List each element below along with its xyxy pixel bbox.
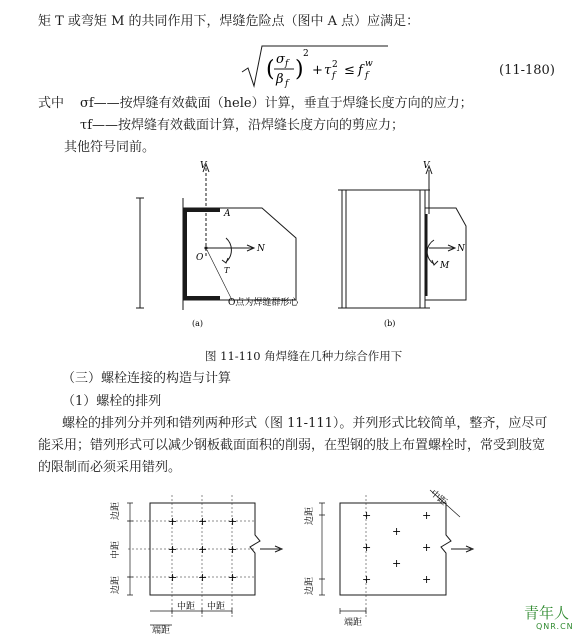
left-h-spacing-2: 中距 bbox=[207, 602, 226, 612]
figure-11-110 bbox=[120, 160, 470, 335]
svg-text:+: + bbox=[392, 525, 402, 538]
paragraph-line-1: 螺栓的排列分并列和错列两种形式（图 11-111）。并列形式比较简单，整齐，应尽可 bbox=[62, 416, 548, 431]
equation-graphic bbox=[240, 42, 390, 92]
eq-f-sup: w bbox=[365, 59, 373, 69]
paren-open: ( bbox=[266, 57, 275, 82]
fig-a-label-t: T bbox=[224, 266, 230, 275]
eq-exp1: 2 bbox=[303, 49, 309, 59]
svg-text:+: + bbox=[228, 543, 238, 556]
svg-text:+: + bbox=[198, 543, 208, 556]
figure-11-111 bbox=[100, 485, 490, 635]
fig-a-label-v: V bbox=[200, 161, 207, 171]
eq-f-sub: f bbox=[365, 71, 369, 81]
svg-text:+: + bbox=[422, 541, 432, 554]
svg-text:+: + bbox=[392, 557, 402, 570]
eq-sigma-sub: f bbox=[285, 59, 289, 69]
definition-tau: τf——按焊缝有效截面计算，沿焊缝长度方向的剪应力； bbox=[80, 118, 405, 133]
right-v-edge-top: 边距 bbox=[305, 506, 315, 525]
fig-b-label-m: M bbox=[440, 261, 450, 271]
eq-beta: β bbox=[276, 72, 284, 87]
svg-text:+: + bbox=[362, 573, 372, 586]
eq-exp2: 2 bbox=[332, 60, 338, 70]
svg-text:+: + bbox=[228, 515, 238, 528]
eq-sigma: σ bbox=[276, 52, 285, 67]
fig-a-label-n: N bbox=[257, 244, 265, 254]
fig-a-label-a: A bbox=[224, 209, 231, 219]
paren-close: ) bbox=[295, 57, 304, 82]
fig-b-moment-arc bbox=[427, 240, 434, 264]
strength-equation bbox=[240, 42, 373, 89]
right-plate bbox=[340, 503, 451, 595]
definitions-others: 其他符号同前。 bbox=[64, 140, 156, 155]
definitions-lead: 式中 bbox=[38, 96, 65, 111]
figure-11-110-caption: 图 11-110 角焊缝在几种力综合作用下 bbox=[205, 349, 403, 363]
left-v-edge-top: 边距 bbox=[111, 501, 121, 520]
right-diagonal-spacing: 中距 bbox=[428, 488, 449, 508]
fig-b-moment-arrow bbox=[432, 260, 438, 265]
fig-a-torque-arrow bbox=[222, 258, 228, 263]
fig-a-label-o: O bbox=[196, 253, 204, 263]
right-end-distance: 端距 bbox=[344, 618, 363, 628]
fig-b-bracket-plate bbox=[425, 208, 466, 300]
watermark-chinese: 青年人 bbox=[524, 604, 570, 622]
fig-a-note-leader bbox=[207, 250, 232, 300]
paragraph-line-2: 能采用；错列形式可以减少钢板截面面积的削弱，在型钢的肢上布置螺栓时，常受到肢宽 bbox=[38, 438, 546, 453]
fig-a-sublabel: (a) bbox=[192, 319, 204, 328]
eq-tau: τ bbox=[324, 63, 332, 78]
svg-text:+: + bbox=[168, 543, 178, 556]
svg-text:+: + bbox=[198, 571, 208, 584]
svg-text:+: + bbox=[168, 515, 178, 528]
intro-line: 矩 T 或弯矩 M 的共同作用下，焊缝危险点（图中 A 点）应满足： bbox=[38, 14, 420, 29]
left-v-spacing: 中距 bbox=[111, 540, 121, 559]
right-bolts bbox=[362, 509, 431, 586]
fig-b-label-n: N bbox=[457, 244, 465, 254]
equation-number: (11-180) bbox=[499, 63, 555, 78]
paragraph-line-3: 的限制而必须采用错列。 bbox=[38, 460, 182, 475]
left-v-edge-bottom: 边距 bbox=[111, 575, 121, 594]
eq-tau-sub: f bbox=[332, 71, 336, 81]
fig-a-torque-arc bbox=[226, 238, 231, 262]
left-bolts bbox=[168, 515, 237, 584]
svg-text:+: + bbox=[198, 515, 208, 528]
eq-f: f bbox=[358, 63, 363, 78]
watermark-url: QNR.CN bbox=[536, 622, 574, 631]
fig-b-sublabel: (b) bbox=[384, 319, 396, 328]
fig-a-note: O点为焊缝群形心 bbox=[228, 298, 299, 308]
svg-text:+: + bbox=[168, 571, 178, 584]
svg-text:+: + bbox=[362, 541, 372, 554]
section-subheading: （1）螺栓的排列 bbox=[62, 394, 162, 409]
left-h-spacing-1: 中距 bbox=[177, 602, 196, 612]
right-v-edge-bottom: 边距 bbox=[305, 576, 315, 595]
svg-text:+: + bbox=[422, 509, 432, 522]
eq-le: ≤ bbox=[344, 63, 355, 78]
section-heading: （三）螺栓连接的构造与计算 bbox=[62, 371, 232, 386]
eq-plus: + bbox=[312, 63, 323, 78]
eq-beta-sub: f bbox=[285, 79, 289, 89]
definition-sigma: σf——按焊缝有效截面（hele）计算，垂直于焊缝长度方向的应力； bbox=[80, 96, 473, 111]
fig-b-label-v: V bbox=[423, 161, 430, 171]
left-end-distance: 端距 bbox=[152, 626, 171, 635]
svg-text:+: + bbox=[362, 509, 372, 522]
svg-text:+: + bbox=[228, 571, 238, 584]
fig-b-break-marks bbox=[338, 190, 430, 308]
svg-text:+: + bbox=[422, 573, 432, 586]
